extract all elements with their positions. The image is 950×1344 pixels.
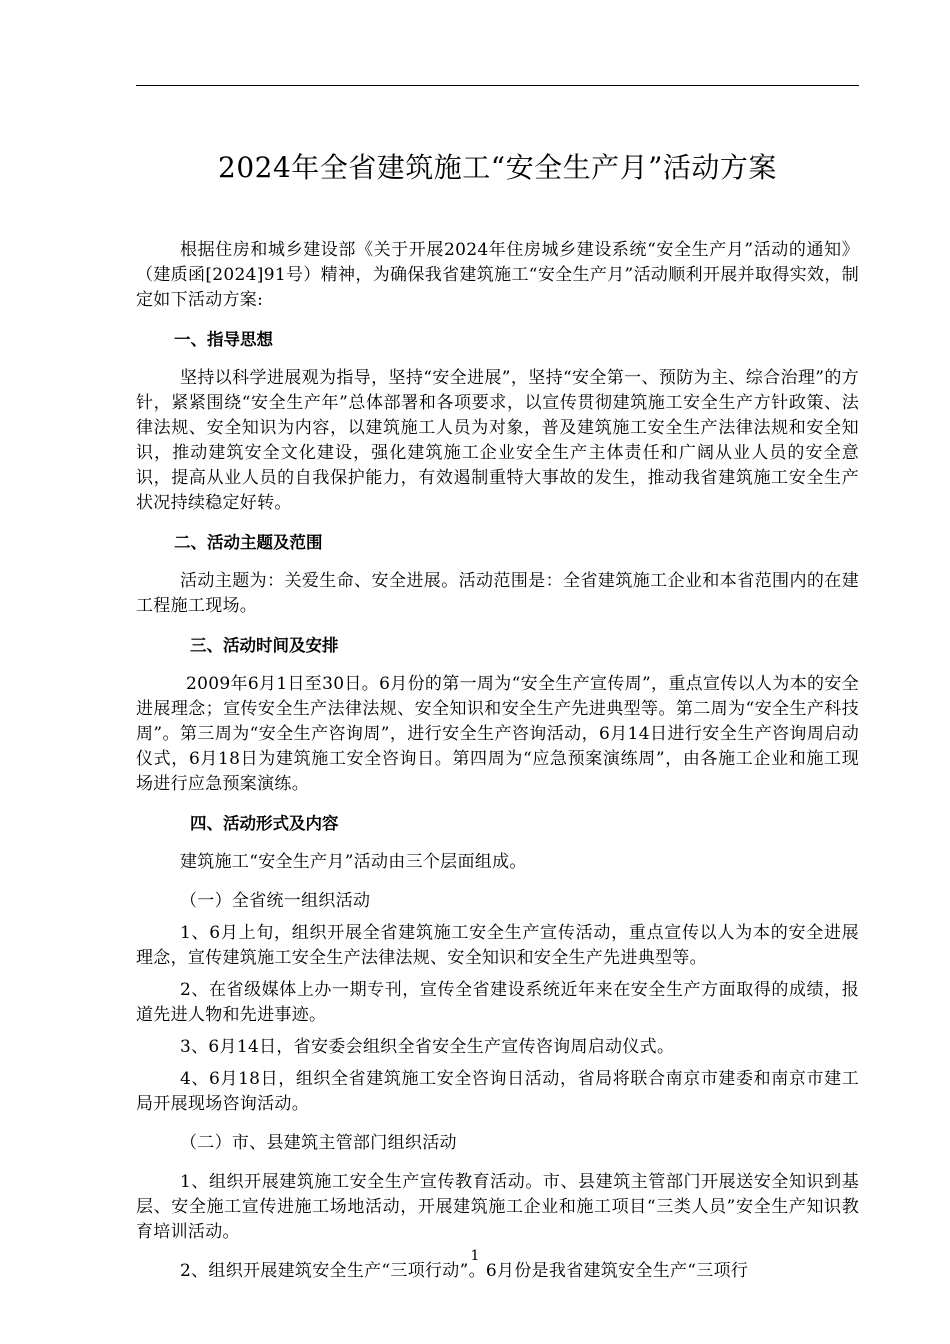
subsection-heading: （一）全省统一组织活动 bbox=[180, 891, 371, 911]
section-paragraph: 建筑施工“安全生产月”活动由三个层面组成。 bbox=[180, 852, 527, 872]
section-paragraph: 2009年6月1日至30日。6月份的第一周为“安全生产宣传周”，重点宣传以人为本的安全进展理念；宣传安全生产法律法规、安全知识和安全生产先进典型等。第二周为“安全生产科技周”。第三周为“安全生产咨询周”，进行安全生产咨询活动，6月14日进行安全生产咨询周启动仪式，6月18日为建筑施工安全咨询日。第四周为“应急预案演练周”，由各施工企业和施工现场进行应急预案演练。 bbox=[136, 674, 859, 794]
section-heading: 二、活动主题及范围 bbox=[174, 533, 323, 552]
section-paragraph: 坚持以科学进展观为指导，坚持“安全进展”，坚持“安全第一、预防为主、综合治理”的方针，紧紧围绕“安全生产年”总体部署和各项要求，以宣传贯彻建筑施工安全生产方针政策、法律法规、安全知识为内容，以建筑施工人员为对象，普及建筑施工安全生产法律法规和安全知识，推动建筑安全文化建设，强化建筑施工企业安全生产主体责任和广阔从业人员的安全意识，提高从业人员的自我保护能力，有效遏制重特大事故的发生，推动我省建筑施工安全生产状况持续稳定好转。 bbox=[136, 368, 859, 513]
header-rule bbox=[136, 85, 859, 86]
section-heading: 一、指导思想 bbox=[174, 330, 273, 349]
document-body bbox=[136, 238, 859, 1284]
list-item: 2、在省级媒体上办一期专刊，宣传全省建设系统近年来在安全生产方面取得的成绩，报道先进人物和先进事迹。 bbox=[136, 980, 859, 1025]
list-item: 1、组织开展建筑施工安全生产宣传教育活动。市、县建筑主管部门开展送安全知识到基层、安全施工宣传进施工场地活动，开展建筑施工企业和施工项目“三类人员”安全生产知识教育培训活动。 bbox=[136, 1172, 859, 1242]
section-heading: 三、活动时间及安排 bbox=[190, 636, 339, 655]
list-item: 2、组织开展建筑安全生产“三项行动”。6月份是我省建筑安全生产“三项行 bbox=[180, 1261, 749, 1281]
section-paragraph: 活动主题为：关爱生命、安全进展。活动范围是：全省建筑施工企业和本省范围内的在建工程施工现场。 bbox=[136, 571, 859, 616]
section-heading: 四、活动形式及内容 bbox=[190, 814, 339, 833]
list-item: 1、6月上旬，组织开展全省建筑施工安全生产宣传活动，重点宣传以人为本的安全进展理念，宣传建筑施工安全生产法律法规、安全知识和安全生产先进典型等。 bbox=[136, 923, 859, 968]
list-item: 3、6月14日，省安委会组织全省安全生产宣传咨询周启动仪式。 bbox=[180, 1037, 675, 1057]
page-number: 1 bbox=[470, 1248, 480, 1264]
subsection-heading: （二）市、县建筑主管部门组织活动 bbox=[180, 1133, 457, 1153]
list-item: 4、6月18日，组织全省建筑施工安全咨询日活动，省局将联合南京市建委和南京市建工局开展现场咨询活动。 bbox=[136, 1069, 859, 1114]
intro-paragraph: 根据住房和城乡建设部《关于开展2024年住房城乡建设系统“安全生产月”活动的通知》（建质函[2024]91号）精神，为确保我省建筑施工“安全生产月”活动顺利开展并取得实效，制定如下活动方案: bbox=[136, 240, 859, 310]
document-title: 2024年全省建筑施工“安全生产月”活动方案 bbox=[218, 151, 777, 184]
